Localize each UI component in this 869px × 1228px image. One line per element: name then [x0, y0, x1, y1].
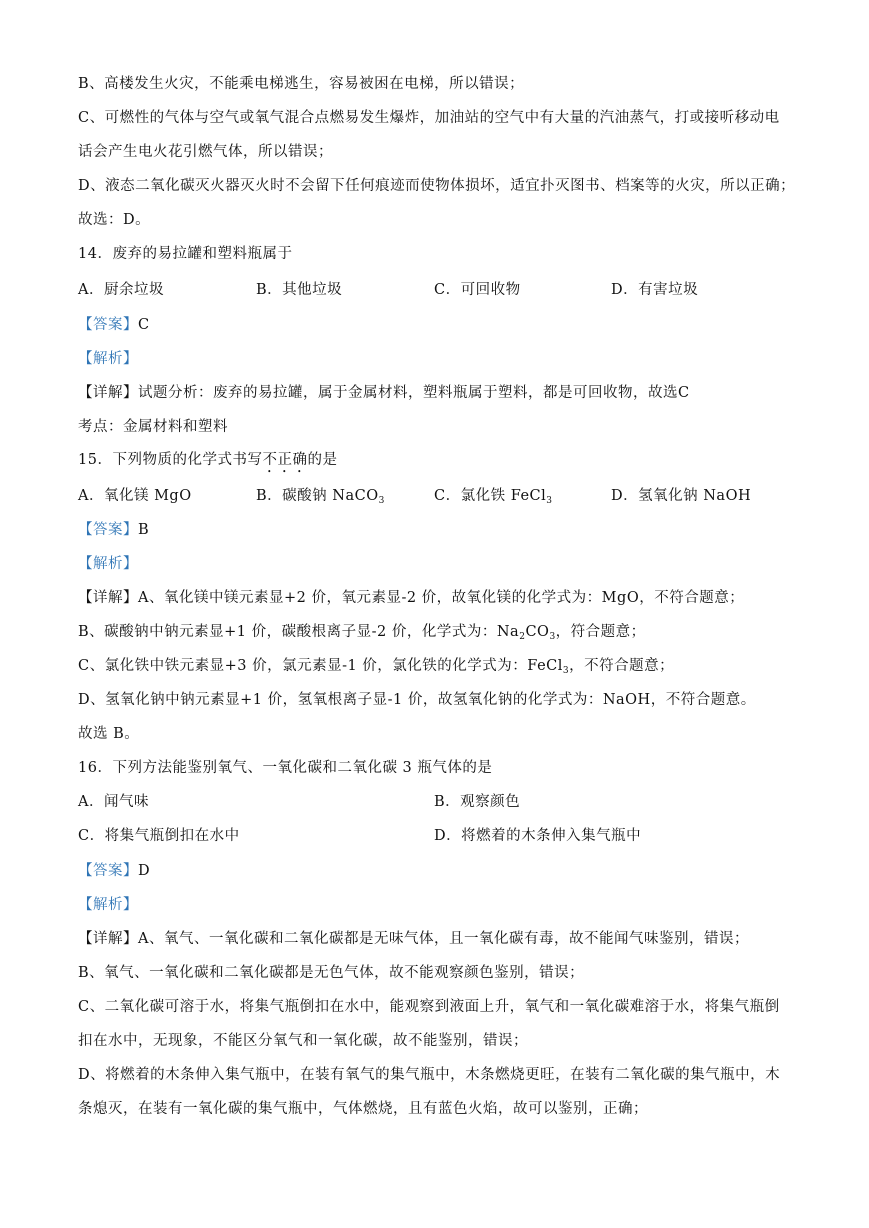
- q13-option-b-explanation: B、高楼发生火灾，不能乘电梯逃生，容易被困在电梯，所以错误；: [78, 76, 525, 92]
- subscript: 3: [549, 632, 556, 642]
- q15-option-d: D．氢氧化钠 NaOH: [611, 488, 752, 504]
- q15-detail-d: D、氢氧化钠中钠元素显+1 价，氢氧根离子显-1 价，故氢氧化钠的化学式为：NaOH，不符合题意。: [78, 692, 756, 708]
- answer-tag: 【答案】: [78, 317, 138, 333]
- q14-option-b: B．其他垃圾: [256, 282, 343, 298]
- q15-answer: [78, 518, 799, 539]
- q15-option-b: [256, 484, 385, 506]
- subscript: 2: [519, 632, 526, 642]
- q16-option-d: D．将燃着的木条伸入集气瓶中: [434, 828, 642, 844]
- q15-detail-c-text: C、氯化铁中铁元素显+3 价，氯元素显-1 价，氯化铁的化学式为：FeCl: [78, 658, 563, 674]
- q13-option-d-explanation: D、液态二氧化碳灭火器灭火时不会留下任何痕迹而使物体损坏，适宜扑灭图书、档案等的火灾，所以正确；: [78, 178, 796, 194]
- q16-stem: 16．下列方法能鉴别氧气、一氧化碳和二氧化碳 3 瓶气体的是: [78, 760, 493, 776]
- q14-stem: 14．废弃的易拉罐和塑料瓶属于: [78, 246, 293, 262]
- q16-detail-c-line1: C、二氧化碳可溶于水，将集气瓶倒扣在水中，能观察到液面上升，氧气和一氧化碳难溶于水，将集气瓶倒: [78, 999, 780, 1015]
- q15-option-c: [434, 484, 553, 506]
- q14-option-d: D．有害垃圾: [611, 282, 699, 298]
- q15-analysis-tag: 【解析】: [78, 556, 138, 572]
- q15-stem-text: 15．下列物质的化学式书写: [78, 452, 263, 468]
- q15-detail-b: [78, 620, 799, 642]
- q16-analysis-tag: 【解析】: [78, 897, 138, 913]
- q15-detail-a: 【详解】A、氧化镁中镁元素显+2 价，氧元素显-2 价，故氧化镁的化学式为：MgO，不符合题意；: [78, 590, 745, 606]
- q15-stem-emphasis: 不正确: [262, 452, 308, 468]
- q15-detail-c: [78, 654, 799, 676]
- q15-option-c-text: C．氯化铁 FeCl: [434, 488, 547, 504]
- q16-option-a: A．闻气味: [78, 794, 149, 810]
- q14-option-a: A．厨余垃圾: [78, 282, 164, 298]
- q15-detail-b-tail: ，符合题意；: [555, 624, 646, 640]
- q15-conclusion: 故选 B。: [78, 726, 140, 742]
- q16-detail-c-line2: 扣在水中，无现象，不能区分氧气和一氧化碳，故不能鉴别，错误；: [78, 1033, 528, 1049]
- q15-option-c-subscript: 3: [546, 496, 553, 506]
- q16-detail-d-line2: 条熄灭，在装有一氧化碳的集气瓶中，气体燃烧，且有蓝色火焰，故可以鉴别，正确；: [78, 1101, 648, 1117]
- q15-detail-b-formula: CO: [525, 624, 550, 640]
- q15-stem-tail: 的是: [307, 452, 338, 468]
- q14-option-c: C．可回收物: [434, 282, 521, 298]
- q15-option-a: A．氧化镁 MgO: [78, 488, 192, 504]
- q14-kaodian: 考点：金属材料和塑料: [78, 419, 228, 435]
- q14-analysis-tag: 【解析】: [78, 351, 138, 367]
- q16-option-c: C．将集气瓶倒扣在水中: [78, 828, 240, 844]
- q13-option-c-explanation-line1: C、可燃性的气体与空气或氧气混合点燃易发生爆炸，加油站的空气中有大量的汽油蒸气，打或接听移动电: [78, 110, 780, 126]
- q15-stem: [78, 448, 799, 476]
- subscript: 3: [562, 666, 570, 676]
- answer-tag: 【答案】: [78, 863, 138, 879]
- q16-detail-a: 【详解】A、氧气、一氧化碳和二氧化碳都是无味气体，且一氧化碳有毒，故不能闻气味鉴别，错误；: [78, 931, 749, 947]
- answer-value: C: [138, 317, 150, 333]
- q15-option-b-subscript: 3: [378, 496, 385, 506]
- q16-answer: [78, 859, 799, 880]
- answer-value: D: [138, 863, 151, 879]
- q14-detail: 【详解】试题分析：废弃的易拉罐，属于金属材料，塑料瓶属于塑料，都是可回收物，故选C: [78, 385, 690, 401]
- q13-option-c-explanation-line2: 话会产生电火花引燃气体，所以错误；: [78, 144, 333, 160]
- q15-detail-b-text: B、碳酸钠中钠元素显+1 价，碳酸根离子显-2 价，化学式为：Na: [78, 624, 520, 640]
- q15-detail-c-tail: ，不符合题意；: [569, 658, 675, 674]
- q16-detail-b: B、氧气、一氧化碳和二氧化碳都是无色气体，故不能观察颜色鉴别，错误；: [78, 965, 585, 981]
- q13-conclusion: 故选：D。: [78, 212, 151, 228]
- q14-answer: [78, 313, 799, 334]
- answer-value: B: [138, 522, 150, 538]
- q15-option-b-text: B．碳酸钠 NaCO: [256, 488, 379, 504]
- q16-option-b: B．观察颜色: [434, 794, 521, 810]
- q16-detail-d-line1: D、将燃着的木条伸入集气瓶中，在装有氧气的集气瓶中，木条燃烧更旺，在装有二氧化碳的集气瓶中，木: [78, 1067, 781, 1083]
- answer-tag: 【答案】: [78, 522, 138, 538]
